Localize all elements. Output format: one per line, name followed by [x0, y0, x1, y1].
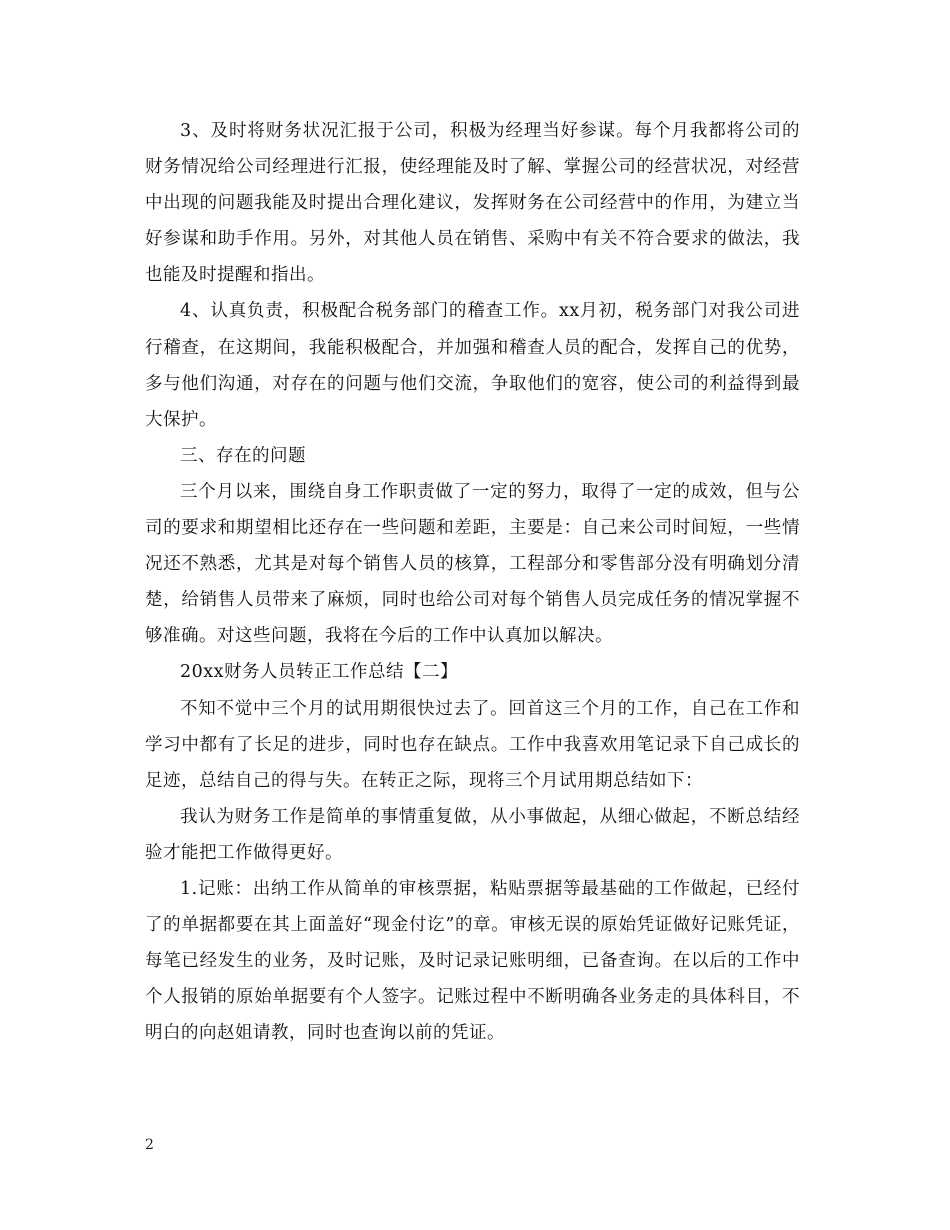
section-heading-summary-two: 20xx财务人员转正工作总结【二】	[180, 662, 459, 683]
paragraph-probation-intro: 不知不觉中三个月的试用期很快过去了。回首这三个月的工作，自己在工作和学习中都有了长足的进步，同时也存在缺点。工作中我喜欢用笔记录下自己成长的足迹，总结自己的得与失。在转正之际，现将三个月试用期总结如下：	[145, 698, 800, 791]
paragraph-problems-detail: 三个月以来，围绕自身工作职责做了一定的努力，取得了一定的成效，但与公司的要求和期望相比还存在一些问题和差距，主要是：自己来公司时间短，一些情况还不熟悉，尤其是对每个销售人员的核算，工程部分和零售部分没有明确划分清楚，给销售人员带来了麻烦，同时也给公司对每个销售人员完成任务的情况掌握不够准确。对这些问题，我将在今后的工作中认真加以解决。	[145, 481, 800, 647]
paragraph-financial-reporting: 3、及时将财务状况汇报于公司，积极为经理当好参谋。每个月我都将公司的财务情况给公司经理进行汇报，使经理能及时了解、掌握公司的经营状况，对经营中出现的问题我能及时提出合理化建议，发挥财务在公司经营中的作用，为建立当好参谋和助手作用。另外，对其他人员在销售、采购中有关不符合要求的做法，我也能及时提醒和指出。	[145, 121, 800, 286]
paragraph-tax-audit: 4、认真负责，积极配合税务部门的稽查工作。xx月初，税务部门对我公司进行稽查，在这期间，我能积极配合，并加强和稽查人员的配合，发挥自己的优势，多与他们沟通，对存在的问题与他们交流，争取他们的宽容，使公司的利益得到最大保护。	[145, 301, 800, 430]
paragraph-work-philosophy: 我认为财务工作是简单的事情重复做，从小事做起，从细心做起，不断总结经验才能把工作做得更好。	[145, 806, 800, 863]
section-heading-existing-problems: 三、存在的问题	[180, 445, 306, 466]
page-number: 2	[145, 1137, 154, 1153]
document-body	[145, 113, 800, 1051]
paragraph-bookkeeping: 1.记账：出纳工作从简单的审核票据，粘贴票据等最基础的工作做起，已经付了的单据都要在其上面盖好“现金付讫”的章。审核无误的原始凭证做好记账凭证，每笔已经发生的业务，及时记账，及时记录记账明细，已备查询。在以后的工作中个人报销的原始单据要有个人签字。记账过程中不断明确各业务走的具体科目，不明白的向赵姐请教，同时也查询以前的凭证。	[145, 878, 800, 1044]
